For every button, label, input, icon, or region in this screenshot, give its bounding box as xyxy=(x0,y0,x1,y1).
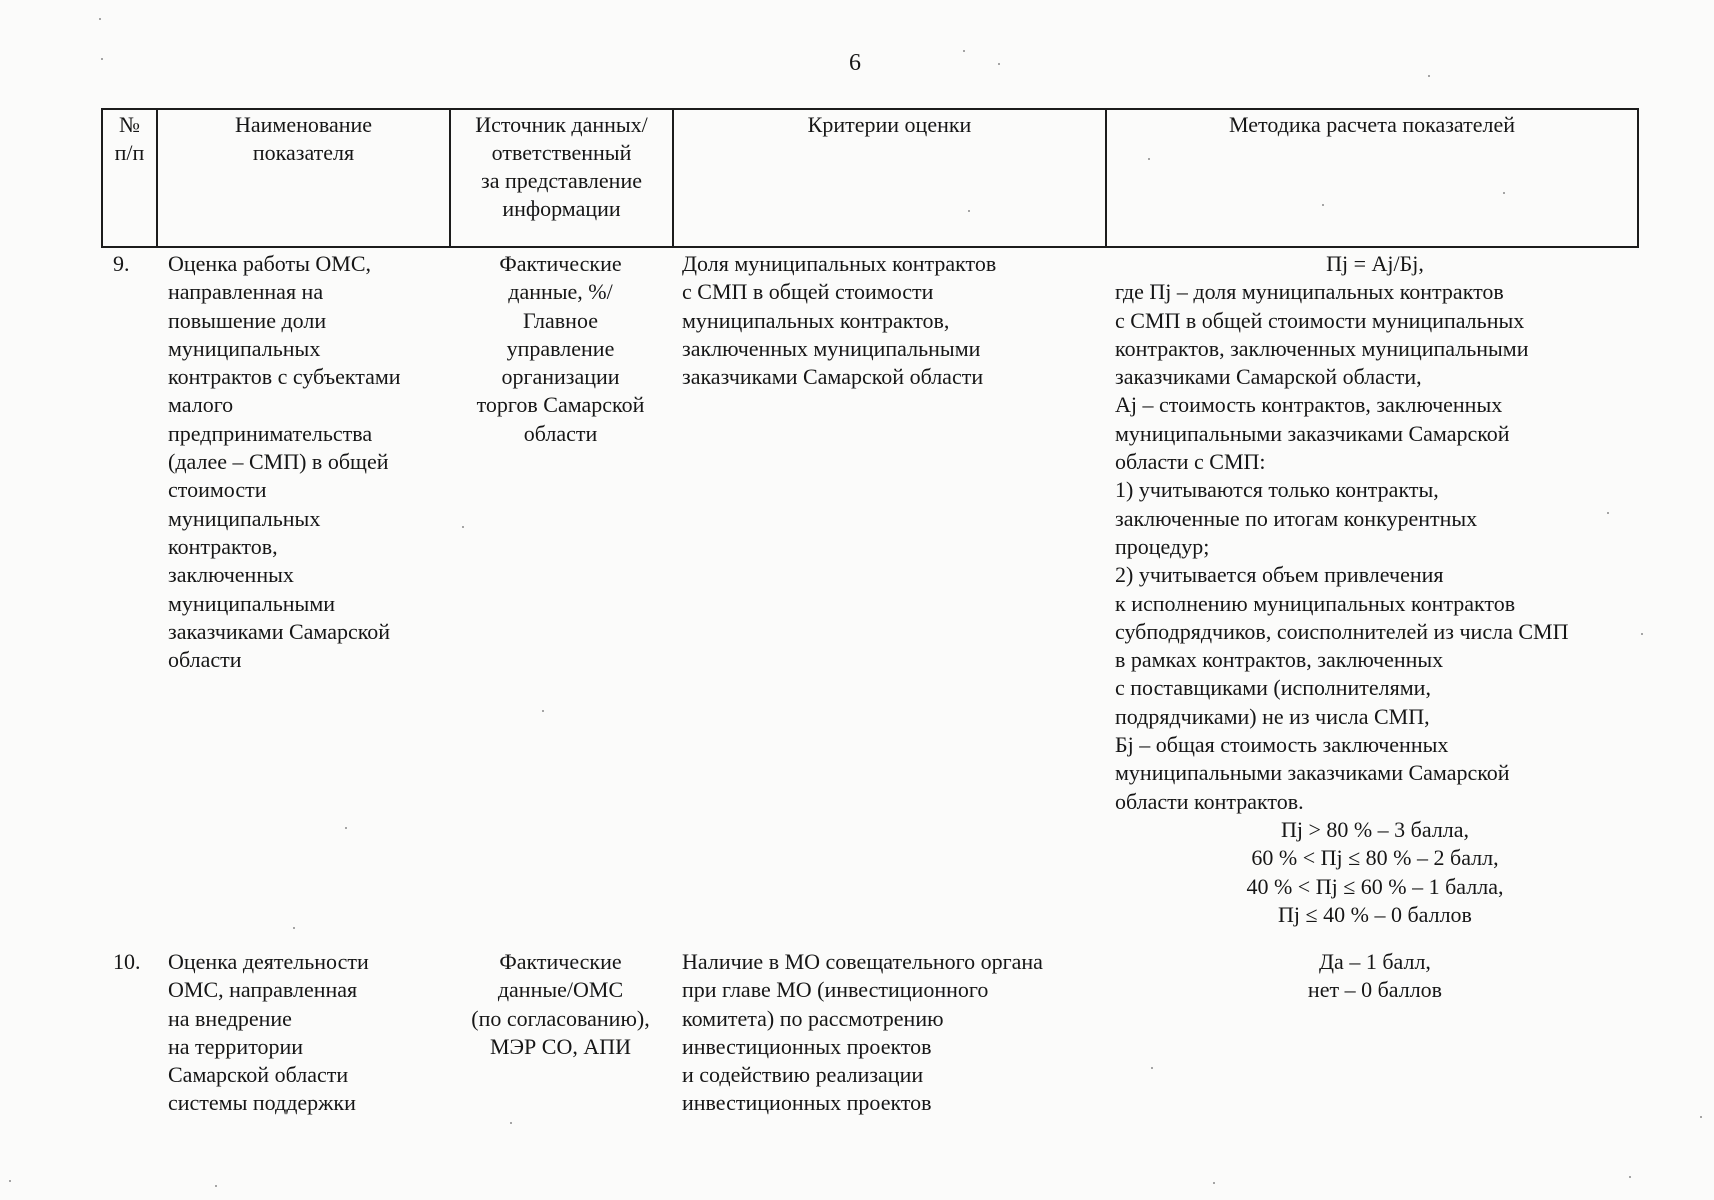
text-line: заключенных муниципальными xyxy=(682,335,981,361)
header-number xyxy=(103,110,158,246)
text-line: области xyxy=(168,647,242,673)
text-line: инвестиционных проектов xyxy=(682,1090,932,1116)
evaluation-criteria xyxy=(682,948,1102,1118)
header-source xyxy=(451,110,674,246)
text-line: предпринимательства xyxy=(168,420,373,446)
text-line: организации xyxy=(501,364,620,390)
text-line: заключенных xyxy=(168,562,294,588)
scan-speck xyxy=(963,50,965,52)
header-line: Методика расчета показателей xyxy=(1228,112,1516,137)
text-line: с СМП в общей стоимости xyxy=(682,279,934,305)
text-line: (по согласованию), xyxy=(471,1005,650,1031)
text-line: системы поддержки xyxy=(168,1090,356,1116)
text-line: Аj – стоимость контрактов, заключенных xyxy=(1115,392,1503,418)
text-line: МЭР СО, АПИ xyxy=(489,1033,632,1059)
text-line: на внедрение xyxy=(168,1005,292,1031)
header-line: п/п xyxy=(114,140,145,165)
header-line: за представление xyxy=(481,168,642,193)
text-line: Наличие в МО совещательного органа xyxy=(682,949,1043,974)
text-line: контрактов, заключенных муниципальными xyxy=(1115,335,1529,361)
text-line: области с СМП: xyxy=(1115,449,1266,475)
scan-speck xyxy=(1322,204,1324,206)
text-line: стоимости xyxy=(168,477,267,503)
text-line: торгов Самарской xyxy=(476,392,645,418)
text-line: с поставщиками (исполнителями, xyxy=(1115,675,1431,701)
text-line: 1) учитываются только контракты, xyxy=(1115,477,1439,503)
scan-speck xyxy=(293,927,295,929)
text-line: подрядчиками) не из числа СМП, xyxy=(1115,703,1430,729)
scan-speck xyxy=(1151,1067,1153,1069)
text-line: Самарской области xyxy=(168,1062,349,1088)
text-line: где Пj – доля муниципальных контрактов xyxy=(1115,279,1504,305)
text-line: заказчиками Самарской области, xyxy=(1115,364,1422,390)
scan-speck xyxy=(9,1180,11,1182)
text-line: Главное xyxy=(522,307,598,333)
text-line: 2) учитывается объем привлечения xyxy=(1115,562,1444,588)
text-line: процедур; xyxy=(1115,533,1210,559)
text-line: заказчиками Самарской области xyxy=(682,364,984,390)
text-line: данные, %/ xyxy=(508,279,613,305)
row-number: 10. xyxy=(113,949,141,974)
text-line: в рамках контрактов, заключенных xyxy=(1115,647,1444,673)
text-line: управление xyxy=(506,335,615,361)
text-line: при главе МО (инвестиционного xyxy=(682,977,989,1003)
text-line: к исполнению муниципальных контрактов xyxy=(1115,590,1516,616)
text-line: Пj > 80 % – 3 балла, xyxy=(1280,816,1470,842)
text-line: (далее – СМП) в общей xyxy=(168,449,389,475)
text-line: заказчиками Самарской xyxy=(168,618,391,644)
indicator-name xyxy=(168,250,453,674)
text-line: на территории xyxy=(168,1033,304,1059)
text-line: и содействию реализации xyxy=(682,1062,924,1088)
scan-speck xyxy=(1607,512,1609,514)
header-criteria xyxy=(674,110,1107,246)
scan-speck xyxy=(1213,1182,1215,1184)
text-line: Оценка работы ОМС, xyxy=(168,251,372,276)
header-method xyxy=(1107,110,1637,246)
scan-speck xyxy=(99,18,101,20)
text-line: области контрактов. xyxy=(1115,788,1304,814)
text-line: Да – 1 балл, xyxy=(1319,949,1431,974)
scan-speck xyxy=(101,58,103,60)
page-number: 6 xyxy=(849,50,861,76)
scan-speck xyxy=(462,526,464,528)
text-line: повышение доли xyxy=(168,307,327,333)
text-line: Фактические xyxy=(499,949,622,974)
text-line: муниципальных xyxy=(168,505,321,531)
scan-speck xyxy=(1148,158,1150,160)
text-line: заключенные по итогам конкурентных xyxy=(1115,505,1478,531)
header-name xyxy=(158,110,451,246)
text-line: муниципальными xyxy=(168,590,336,616)
scan-speck xyxy=(510,1122,512,1124)
text-line: Пj = Аj/Бj, xyxy=(1326,251,1424,276)
text-line: Фактические xyxy=(499,251,622,276)
scan-speck xyxy=(542,710,544,712)
text-line: Пj ≤ 40 % – 0 баллов xyxy=(1278,901,1472,927)
evaluation-criteria xyxy=(682,250,1102,391)
indicator-name xyxy=(168,948,453,1118)
table-header xyxy=(101,108,1639,248)
header-line: ответственный xyxy=(491,140,632,165)
calculation-method xyxy=(1115,250,1635,929)
header-line: Наименование xyxy=(234,112,373,137)
text-line: муниципальных контрактов, xyxy=(682,307,950,333)
text-line: контрактов, xyxy=(168,533,278,559)
calculation-method xyxy=(1115,948,1635,1005)
scan-speck xyxy=(968,210,970,212)
scan-speck xyxy=(215,1185,217,1187)
scan-speck xyxy=(1428,75,1430,77)
scan-speck xyxy=(345,827,347,829)
text-line: субподрядчиков, соисполнителей из числа СМП xyxy=(1115,618,1569,644)
text-line: инвестиционных проектов xyxy=(682,1033,932,1059)
text-line: муниципальными заказчиками Самарской xyxy=(1115,760,1510,786)
text-line: ОМС, направленная xyxy=(168,977,358,1003)
data-source xyxy=(449,948,672,1061)
text-line: данные/ОМС xyxy=(497,977,624,1003)
header-line: Источник данных/ xyxy=(475,112,648,137)
data-source xyxy=(449,250,672,448)
header-line: информации xyxy=(502,196,621,221)
text-line: Доля муниципальных контрактов xyxy=(682,251,997,276)
header-line: Критерии оценки xyxy=(807,112,972,137)
text-line: области xyxy=(523,420,598,446)
row-number: 9. xyxy=(113,251,130,276)
text-line: комитета) по рассмотрению xyxy=(682,1005,944,1031)
text-line: контрактов с субъектами xyxy=(168,364,401,390)
text-line: 60 % < Пj ≤ 80 % – 2 балл, xyxy=(1251,845,1499,871)
scan-speck xyxy=(1629,1176,1631,1178)
text-line: Оценка деятельности xyxy=(168,949,369,974)
text-line: нет – 0 баллов xyxy=(1307,977,1443,1003)
text-line: направленная на xyxy=(168,279,324,305)
header-line: показателя xyxy=(252,140,355,165)
header-line: № xyxy=(119,112,140,137)
text-line: малого xyxy=(168,392,234,418)
text-line: муниципальными заказчиками Самарской xyxy=(1115,420,1510,446)
text-line: Бj – общая стоимость заключенных xyxy=(1115,732,1449,758)
scan-speck xyxy=(1700,1116,1702,1118)
scan-speck xyxy=(998,63,1000,65)
scan-speck xyxy=(1503,192,1505,194)
scan-speck xyxy=(1641,633,1643,635)
text-line: муниципальных xyxy=(168,335,321,361)
text-line: 40 % < Пj ≤ 60 % – 1 балла, xyxy=(1246,873,1504,899)
text-line: с СМП в общей стоимости муниципальных xyxy=(1115,307,1525,333)
